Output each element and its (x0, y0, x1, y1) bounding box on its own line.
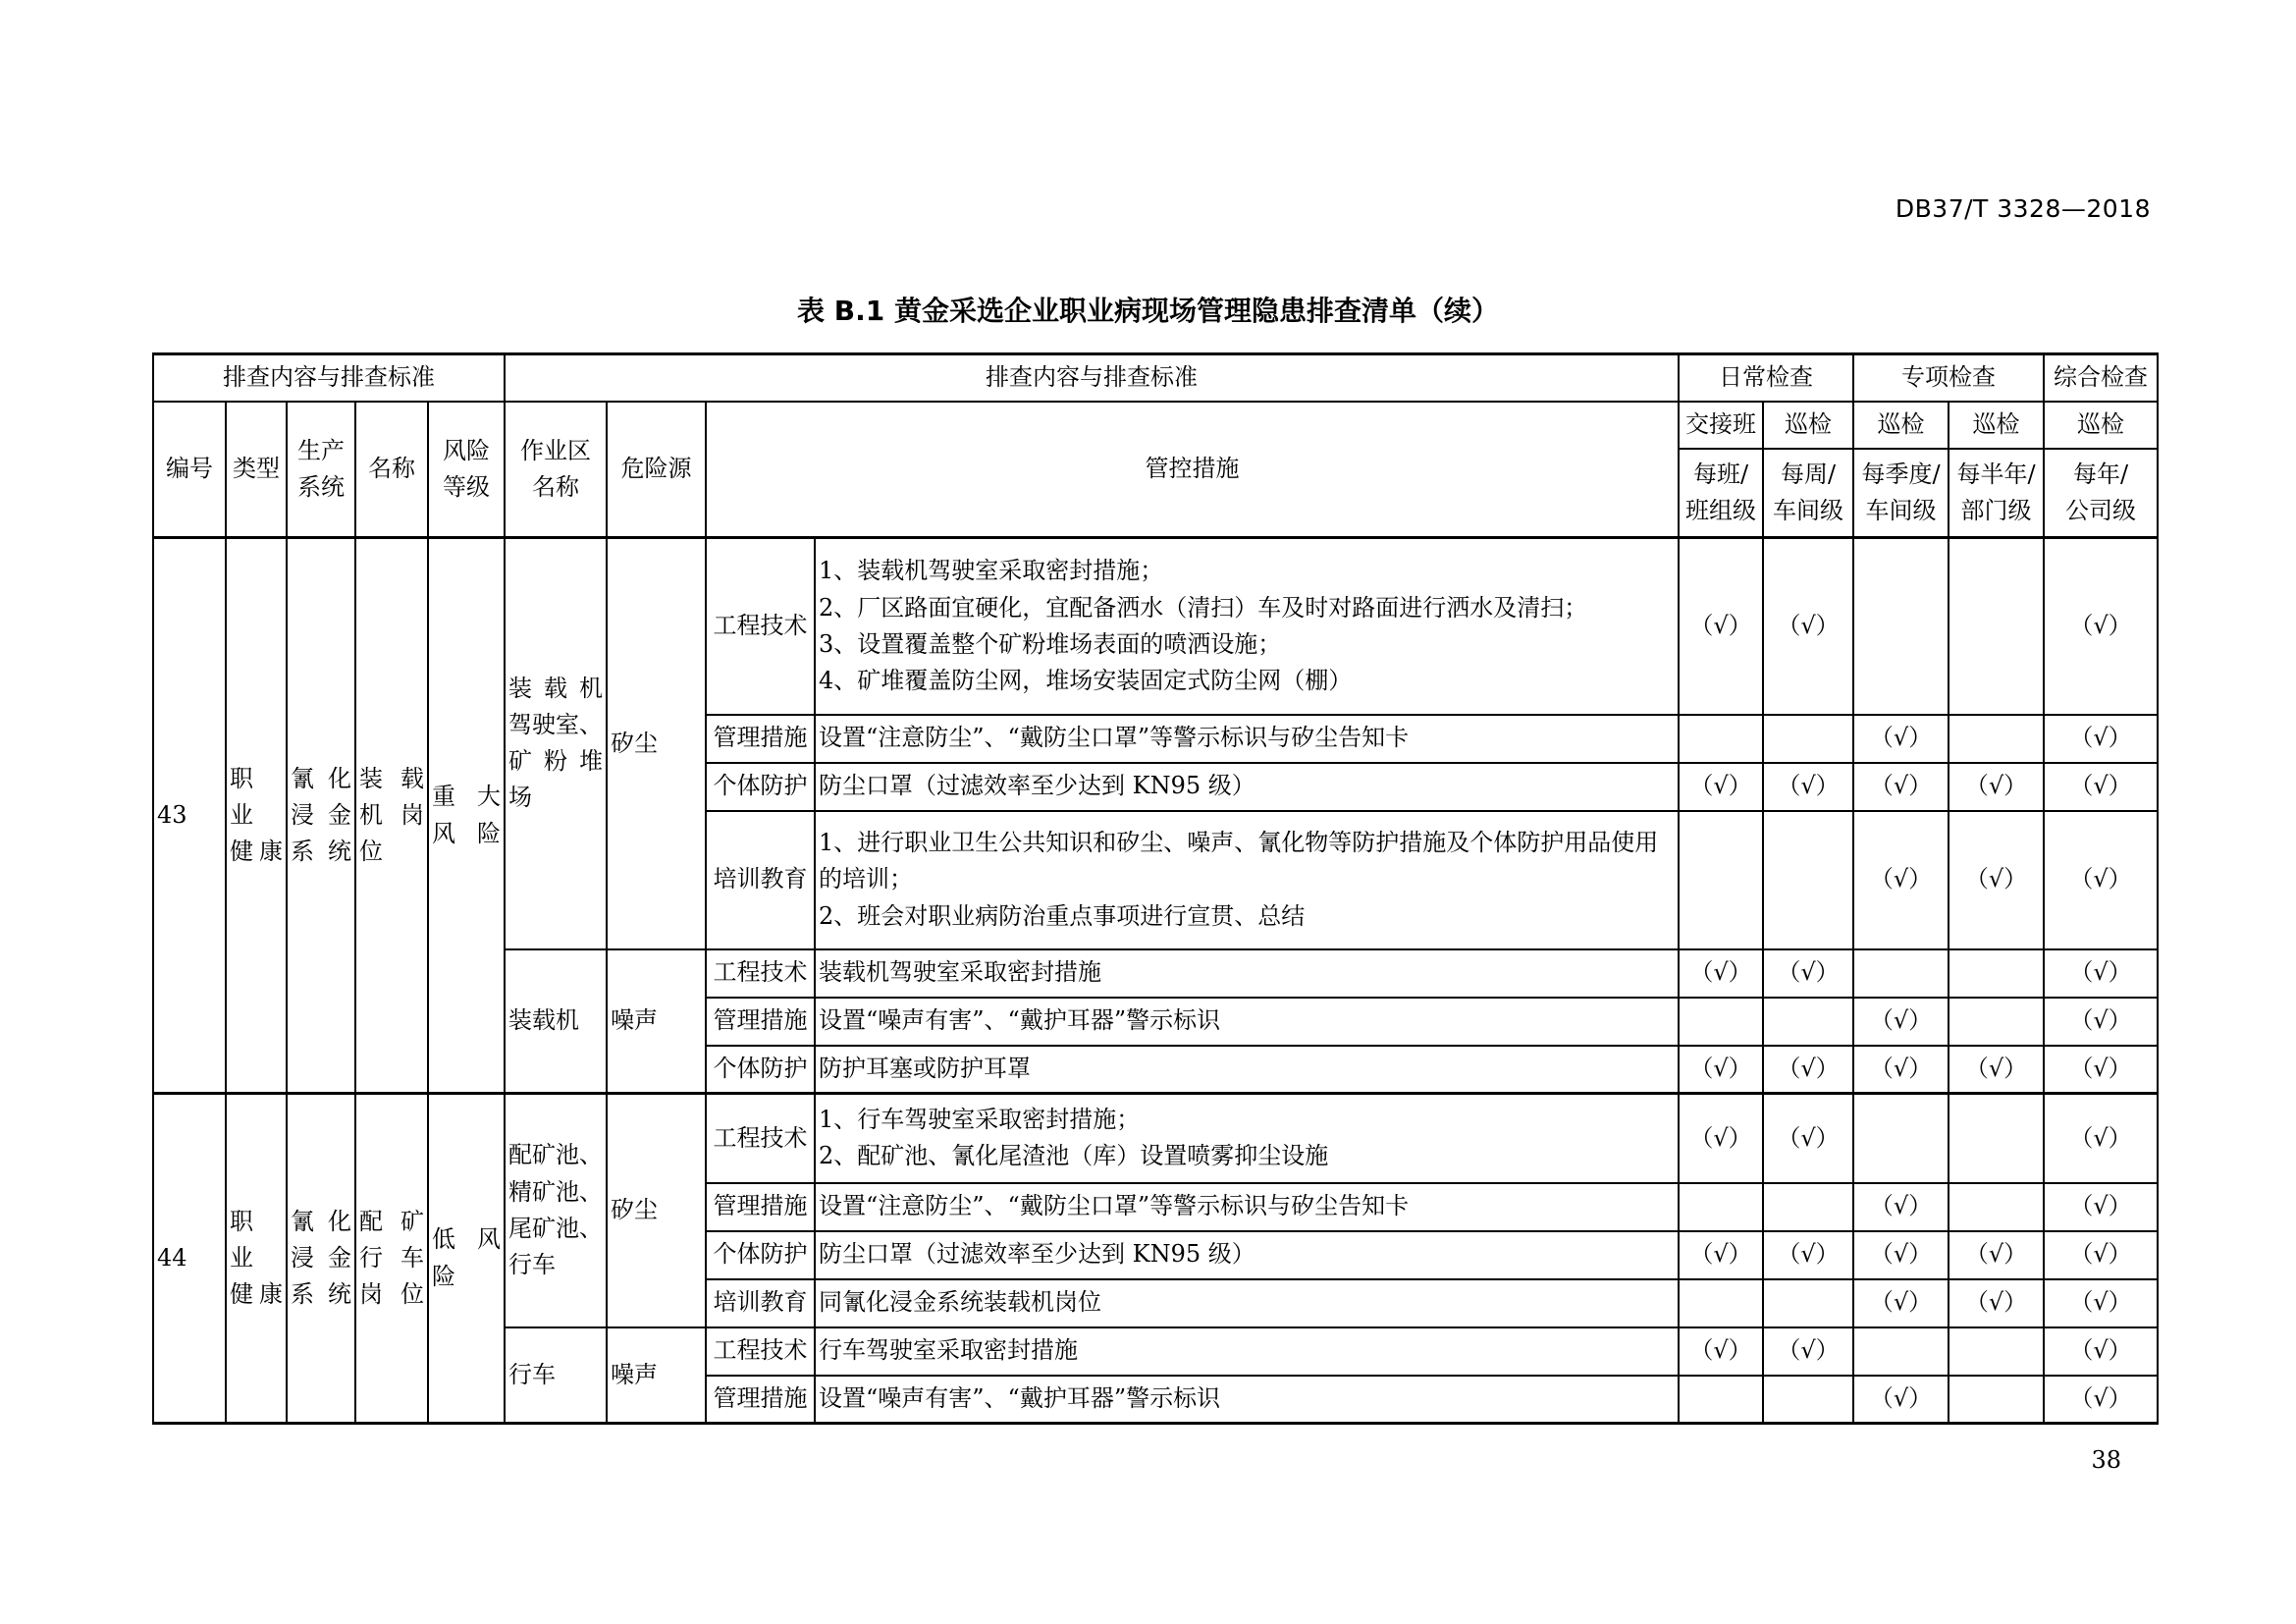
check-mark: （√） (1853, 715, 1949, 763)
measure-category: 培训教育 (706, 811, 815, 949)
measure-text: 1、进行职业卫生公共知识和矽尘、噪声、氰化物等防护措施及个体防护用品使用的培训； 2、班会对职业病防治重点事项进行宣贯、总结 (815, 811, 1679, 949)
check-mark: （√） (2044, 715, 2158, 763)
header-system: 生产 系统 (287, 402, 355, 538)
measure-text: 防尘口罩（过滤效率至少达到 KN95 级） (815, 1231, 1679, 1279)
check-mark: （√） (1853, 1183, 1949, 1231)
measure-category: 管理措施 (706, 1376, 815, 1424)
check-mark: （√） (2044, 1376, 2158, 1424)
header-group-mid: 排查内容与排查标准 (505, 354, 1679, 402)
measure-category: 个体防护 (706, 1046, 815, 1094)
item-name: 配 矿 行 车 岗位 (355, 1094, 428, 1424)
header-comprehensive-check: 综合检查 (2044, 354, 2158, 402)
check-mark: （√） (1853, 1231, 1949, 1279)
standard-code: DB37/T 3328—2018 (1895, 194, 2151, 223)
check-mark: （√） (1763, 1231, 1853, 1279)
check-mark: （√） (2044, 763, 2158, 811)
check-mark: （√） (1853, 1046, 1949, 1094)
header-inspection-weekly: 巡检 (1763, 402, 1853, 449)
check-mark: （√） (1949, 1231, 2044, 1279)
header-freq-halfyear: 每半年/ 部门级 (1949, 449, 2044, 538)
check-mark: （√） (1763, 1046, 1853, 1094)
check-mark: （√） (1853, 1279, 1949, 1327)
check-mark: （√） (1679, 538, 1763, 715)
header-no: 编号 (153, 402, 226, 538)
check-mark: （√） (1679, 1094, 1763, 1183)
header-row-columns (153, 402, 2158, 449)
check-mark: （√） (1949, 763, 2044, 811)
item-number: 44 (153, 1094, 226, 1424)
header-freq-yearly: 每年/ 公司级 (2044, 449, 2158, 538)
item-work-area: 装载机 (505, 949, 607, 1094)
item-risk-level: 低 风 险 (428, 1094, 505, 1424)
measure-category: 工程技术 (706, 538, 815, 715)
measure-text: 防尘口罩（过滤效率至少达到 KN95 级） (815, 763, 1679, 811)
measure-category: 管理措施 (706, 1183, 815, 1231)
header-freq-weekly: 每周/ 车间级 (1763, 449, 1853, 538)
item-type: 职 业 健康 (226, 1094, 287, 1424)
check-mark: （√） (1949, 1046, 2044, 1094)
header-inspection-quarterly: 巡检 (1853, 402, 1949, 449)
header-special-check: 专项检查 (1853, 354, 2044, 402)
check-mark: （√） (2044, 811, 2158, 949)
hazard-checklist-table (152, 352, 2159, 1425)
measure-category: 管理措施 (706, 715, 815, 763)
measure-text: 设置“注意防尘”、“戴防尘口罩”等警示标识与矽尘告知卡 (815, 1183, 1679, 1231)
check-mark: （√） (1679, 949, 1763, 998)
check-mark: （√） (1853, 998, 1949, 1046)
header-name: 名称 (355, 402, 428, 538)
header-risk-level: 风险 等级 (428, 402, 505, 538)
header-inspection-yearly: 巡检 (2044, 402, 2158, 449)
table-row (153, 538, 2158, 715)
measure-category: 培训教育 (706, 1279, 815, 1327)
check-mark: （√） (1853, 1376, 1949, 1424)
item-hazard: 矽尘 (607, 1094, 706, 1327)
measure-category: 管理措施 (706, 998, 815, 1046)
check-mark: （√） (1949, 1279, 2044, 1327)
header-row-group (153, 354, 2158, 402)
item-hazard: 噪声 (607, 949, 706, 1094)
item-hazard: 噪声 (607, 1327, 706, 1424)
check-mark: （√） (1763, 538, 1853, 715)
item-risk-level: 重 大 风险 (428, 538, 505, 1094)
measure-category: 工程技术 (706, 1327, 815, 1376)
header-shift-handover: 交接班 (1679, 402, 1763, 449)
item-number: 43 (153, 538, 226, 1094)
measure-text: 设置“注意防尘”、“戴防尘口罩”等警示标识与矽尘告知卡 (815, 715, 1679, 763)
header-daily-check: 日常检查 (1679, 354, 1853, 402)
measure-text: 防护耳塞或防护耳罩 (815, 1046, 1679, 1094)
header-freq-shift: 每班/ 班组级 (1679, 449, 1763, 538)
measure-text: 行车驾驶室采取密封措施 (815, 1327, 1679, 1376)
check-mark: （√） (2044, 1327, 2158, 1376)
check-mark: （√） (1949, 811, 2044, 949)
header-inspection-halfyear: 巡检 (1949, 402, 2044, 449)
check-mark: （√） (2044, 1094, 2158, 1183)
check-mark: （√） (2044, 538, 2158, 715)
measure-category: 工程技术 (706, 949, 815, 998)
item-type: 职 业 健康 (226, 538, 287, 1094)
check-mark: （√） (1679, 1046, 1763, 1094)
check-mark: （√） (2044, 1046, 2158, 1094)
item-name: 装 载 机 岗 位 (355, 538, 428, 1094)
header-type: 类型 (226, 402, 287, 538)
header-work-area: 作业区 名称 (505, 402, 607, 538)
measure-text: 同氰化浸金系统装载机岗位 (815, 1279, 1679, 1327)
measure-category: 个体防护 (706, 1231, 815, 1279)
table-title: 表 B.1 黄金采选企业职业病现场管理隐患排查清单（续） (797, 295, 1499, 327)
check-mark: （√） (1679, 1231, 1763, 1279)
check-mark: （√） (1763, 763, 1853, 811)
check-mark: （√） (1853, 811, 1949, 949)
check-mark: （√） (1679, 1327, 1763, 1376)
measure-text: 设置“噪声有害”、“戴护耳器”警示标识 (815, 998, 1679, 1046)
check-mark: （√） (2044, 949, 2158, 998)
check-mark: （√） (2044, 998, 2158, 1046)
header-group-left: 排查内容与排查标准 (153, 354, 505, 402)
check-mark: （√） (1763, 949, 1853, 998)
item-work-area: 配矿池、精矿池、尾矿池、行车 (505, 1094, 607, 1327)
table-row (153, 1094, 2158, 1183)
header-control-measures: 管控措施 (706, 402, 1679, 538)
check-mark: （√） (2044, 1231, 2158, 1279)
measure-category: 工程技术 (706, 1094, 815, 1183)
header-freq-quarterly: 每季度/ 车间级 (1853, 449, 1949, 538)
measure-category: 个体防护 (706, 763, 815, 811)
measure-text: 1、行车驾驶室采取密封措施； 2、配矿池、氰化尾渣池（库）设置喷雾抑尘设施 (815, 1094, 1679, 1183)
check-mark: （√） (1763, 1327, 1853, 1376)
item-work-area: 行车 (505, 1327, 607, 1424)
item-system: 氰 化 浸 金 系统 (287, 538, 355, 1094)
measure-text: 1、装载机驾驶室采取密封措施； 2、厂区路面宜硬化，宜配备洒水（清扫）车及时对路面进行洒水及清扫； 3、设置覆盖整个矿粉堆场表面的喷洒设施； 4、矿堆覆盖防尘网，堆场安装固定式防尘网（棚） (815, 538, 1679, 715)
check-mark: （√） (2044, 1279, 2158, 1327)
item-work-area: 装 载 机 驾驶室、矿 粉 堆 场 (505, 538, 607, 949)
check-mark: （√） (1679, 763, 1763, 811)
item-system: 氰 化 浸 金 系统 (287, 1094, 355, 1424)
check-mark: （√） (1853, 763, 1949, 811)
measure-text: 装载机驾驶室采取密封措施 (815, 949, 1679, 998)
page-number: 38 (2091, 1446, 2121, 1474)
check-mark: （√） (1763, 1094, 1853, 1183)
header-hazard: 危险源 (607, 402, 706, 538)
item-hazard: 矽尘 (607, 538, 706, 949)
check-mark: （√） (2044, 1183, 2158, 1231)
measure-text: 设置“噪声有害”、“戴护耳器”警示标识 (815, 1376, 1679, 1424)
